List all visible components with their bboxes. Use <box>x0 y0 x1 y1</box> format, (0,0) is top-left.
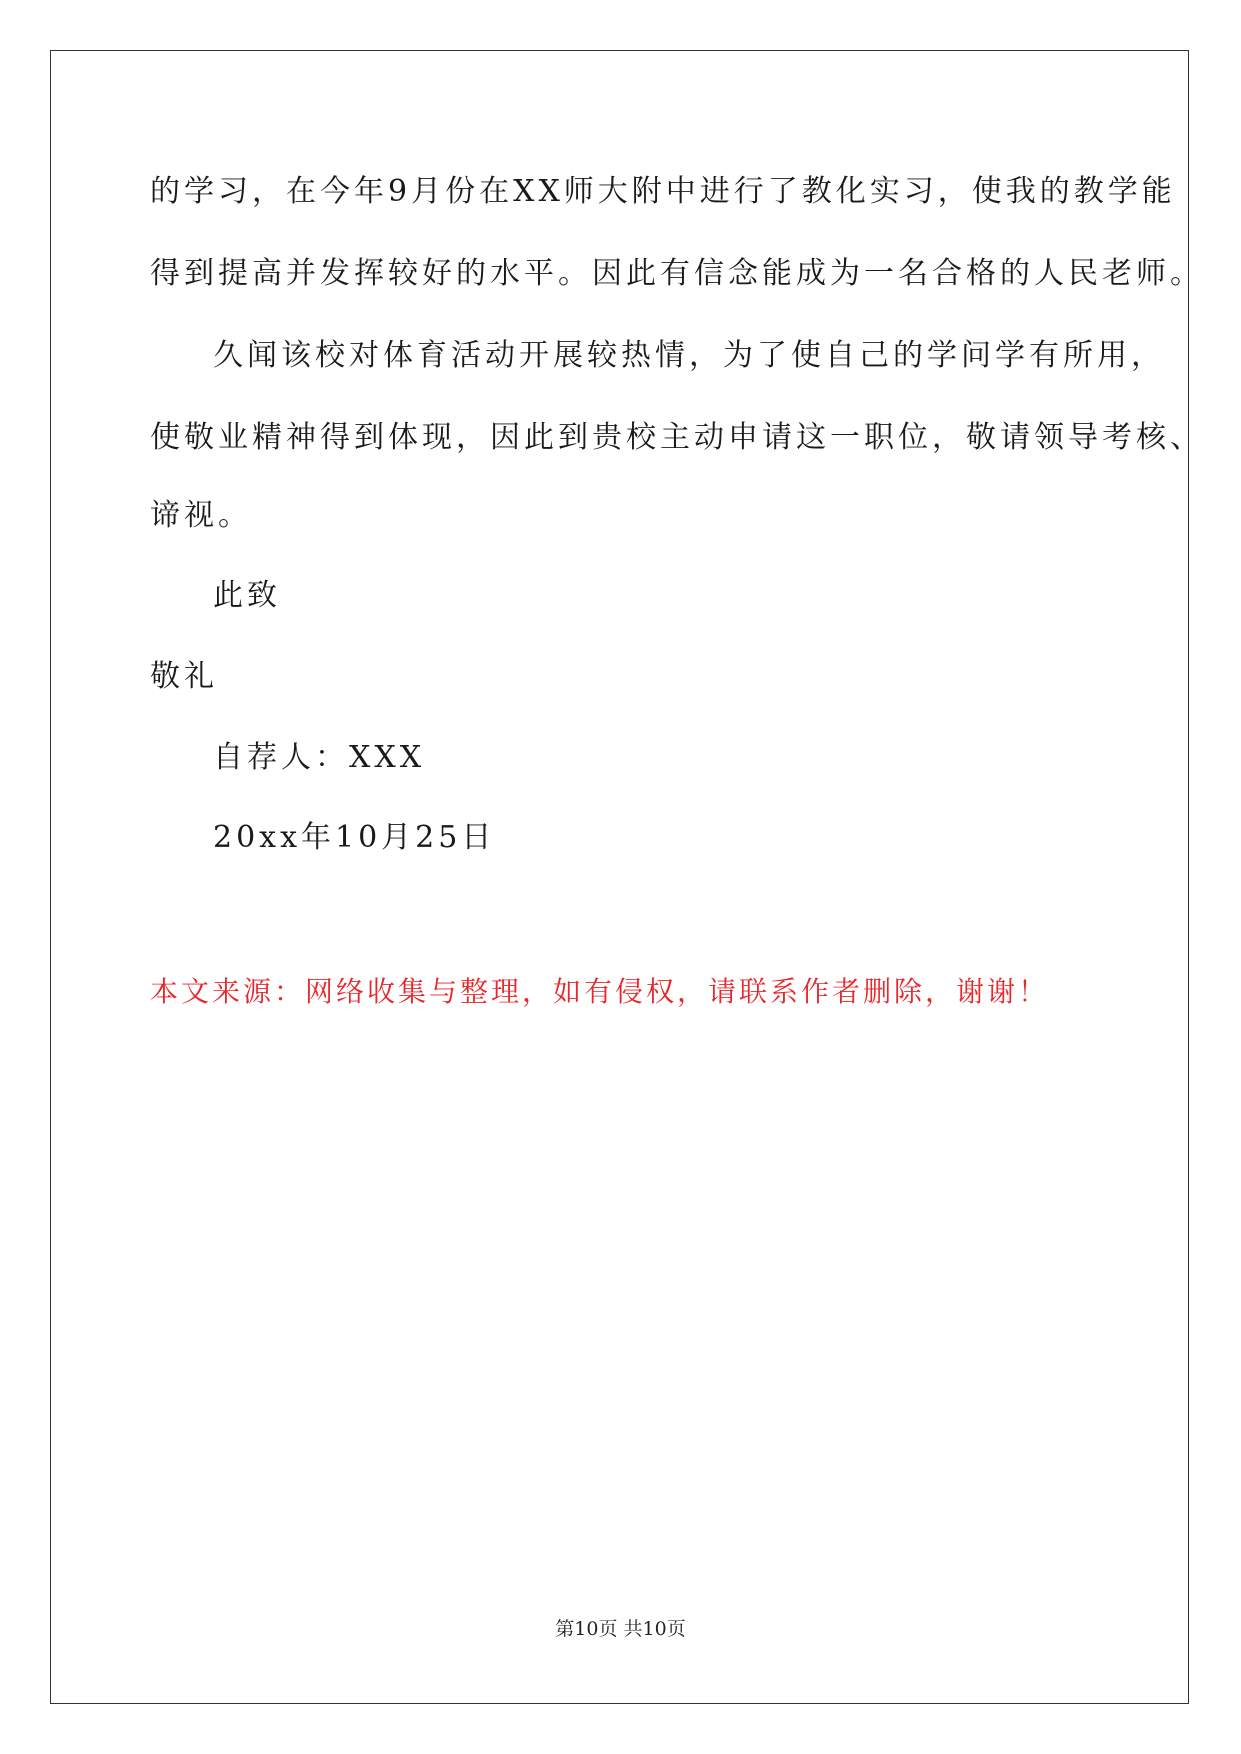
body-paragraph-line: 使敬业精神得到体现，因此到贵校主动申请这一职位，敬请领导考核、 <box>150 420 1204 455</box>
page-border <box>50 50 1189 1704</box>
body-paragraph-line: 的学习，在今年9月份在XX师大附中进行了教化实习，使我的教学能 <box>150 174 1176 209</box>
body-paragraph-line: 谛视。 <box>150 498 252 533</box>
source-disclaimer: 本文来源：网络收集与整理，如有侵权，请联系作者删除，谢谢！ <box>150 975 1050 1008</box>
body-paragraph-line: 得到提高并发挥较好的水平。因此有信念能成为一名合格的人民老师。 <box>150 256 1204 291</box>
body-paragraph-line: 久闻该校对体育活动开展较热情，为了使自己的学问学有所用， <box>213 338 1165 373</box>
page-number-footer: 第10页 共10页 <box>555 1618 686 1640</box>
signature-line: 自荐人：XXX <box>213 740 426 775</box>
closing-regards: 敬礼 <box>150 659 218 694</box>
date-line: 20xx年10月25日 <box>213 820 496 855</box>
closing-salutation: 此致 <box>213 578 281 613</box>
